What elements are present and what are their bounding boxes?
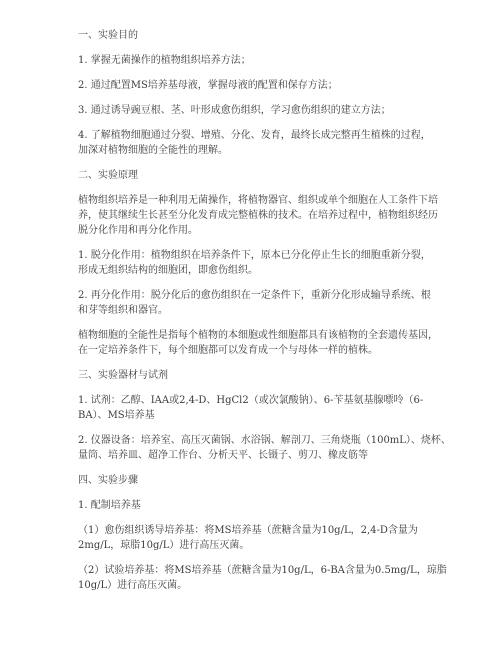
section-1-paragraph-2: [78, 78, 472, 93]
section-3-paragraph-1: [78, 393, 472, 423]
section-2-heading: 二、实验原理: [78, 170, 138, 181]
section-4-heading: 四、实验步骤: [78, 475, 138, 486]
text-line: 4. 了解植物细胞通过分裂、增殖、分化、发育，最终长成完整再生植株的过程，: [78, 130, 431, 141]
text-line: （2）试验培养基：将MS培养基（蔗糖含量为10g/L，6-BA含量为0.5mg/L，琼脂: [78, 565, 447, 576]
section-2-paragraph-1: [78, 193, 472, 238]
section-3-paragraph-2: [78, 433, 472, 463]
text-line: 2. 仪器设备：培养室、高压灭菌锅、水浴锅、解剖刀、三角烧瓶（100mL）、烧杯、: [78, 435, 451, 446]
section-3-heading: 三、实验器材与试剂: [78, 370, 168, 381]
text-line: 养，使其继续生长甚至分化发育成完整植株的技术。在培养过程中，植物组织经历: [78, 210, 438, 221]
text-line: 植物组织培养是一种利用无菌操作，将植物器官、组织或单个细胞在人工条件下培: [78, 195, 438, 206]
section-2-paragraph-3: [78, 288, 472, 318]
text-line: 2mg/L，琼脂10g/L）进行高压灭菌。: [78, 540, 250, 551]
text-line: 1. 试剂：乙醇、IAA或2,4-D、HgCl2（或次氯酸钠）、6-苄基氨基腺嘌呤（6-: [78, 395, 424, 406]
text-line: 在一定培养条件下，每个细胞都可以发育成一个与母体一样的植株。: [78, 345, 378, 356]
section-4-paragraph-1: [78, 498, 472, 513]
text-line: 植物细胞的全能性是指每个植物的本细胞或性细胞都具有该植物的全套遗传基因，: [78, 330, 438, 341]
text-line: 和芽等组织和器官。: [78, 305, 168, 316]
text-line: 1. 配制培养基: [78, 500, 141, 511]
section-4-paragraph-2: [78, 523, 472, 553]
section-1-paragraph-1: [78, 53, 472, 68]
text-line: 1. 脱分化作用：植物组织在培养条件下，原本已分化停止生长的细胞重新分裂，: [78, 250, 431, 261]
text-line: 量筒、培养皿、超净工作台、分析天平、长镊子、剪刀、橡皮筋等: [78, 450, 368, 461]
text-line: 10g/L）进行高压灭菌。: [78, 580, 188, 591]
text-line: 2. 通过配置MS培养基母液，掌握母液的配置和保存方法；: [78, 80, 338, 91]
section-4-paragraph-3: [78, 563, 472, 593]
section-1-paragraph-4: [78, 128, 472, 158]
section-1-heading: 一、实验目的: [78, 30, 138, 41]
text-line: 脱分化作用和再分化作用。: [78, 225, 198, 236]
text-line: 2. 再分化作用：脱分化后的愈伤组织在一定条件下，重新分化形成输导系统、根: [78, 290, 431, 301]
text-line: 3. 通过诱导豌豆根、茎、叶形成愈伤组织，学习愈伤组织的建立方法；: [78, 105, 391, 116]
text-line: BA）、MS培养基: [78, 410, 155, 421]
section-2-paragraph-4: [78, 328, 472, 358]
text-line: 1. 掌握无菌操作的植物组织培养方法；: [78, 55, 251, 66]
text-line: 加深对植物细胞的全能性的理解。: [78, 145, 228, 156]
section-2-paragraph-2: [78, 248, 472, 278]
section-1-paragraph-3: [78, 103, 472, 118]
text-line: （1）愈伤组织诱导培养基：将MS培养基（蔗糖含量为10g/L，2,4-D含量为: [78, 525, 418, 536]
text-line: 形成无组织结构的细胞团，即愈伤组织。: [78, 265, 258, 276]
